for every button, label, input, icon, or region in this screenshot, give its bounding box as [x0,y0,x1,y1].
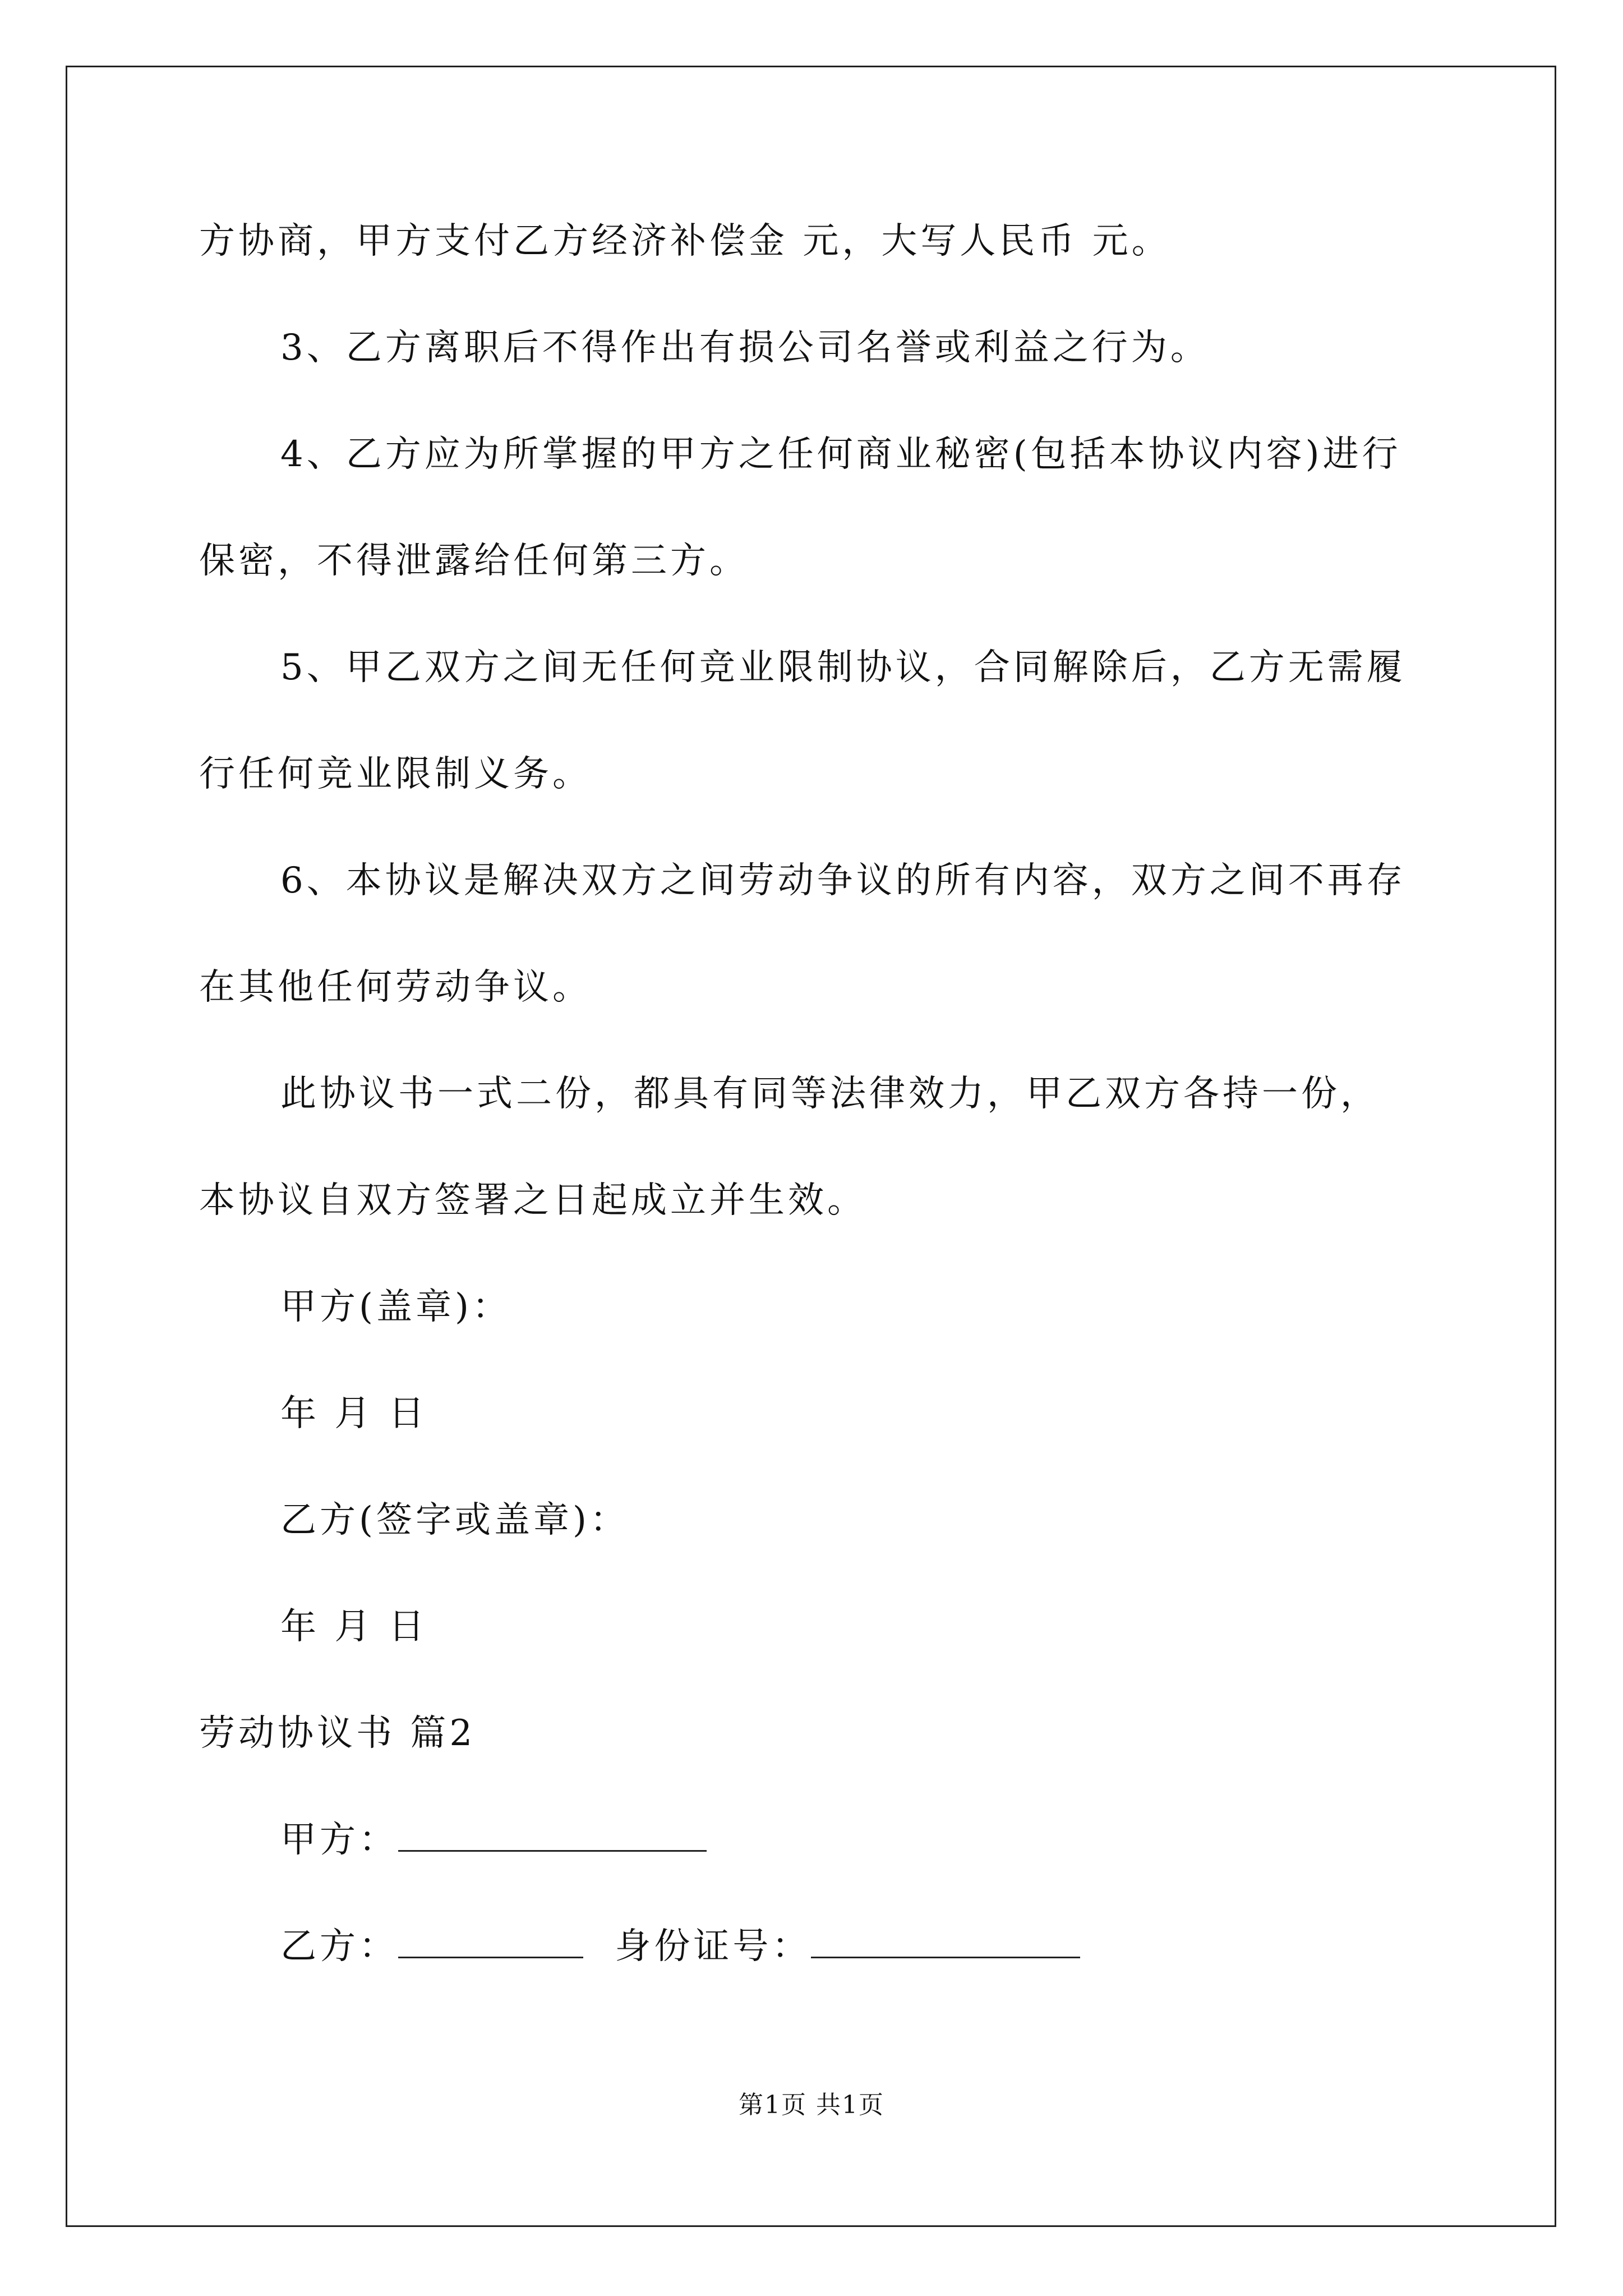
party-a-date: 年 月 日 [280,1393,428,1434]
party-a-label: 甲方： [280,1819,398,1861]
party-b-sign-label: 乙方(签字或盖章)： [280,1499,629,1541]
party-b-label: 乙方： [280,1926,398,1967]
page-footer: 第1页 共1页 [739,2091,884,2119]
id-number-blank [811,1924,1080,1958]
clause-5: 5、甲乙双方之间无任何竞业限制协议，合同解除后，乙方无需履 [280,647,1406,688]
paragraph-line: 方协商，甲方支付乙方经济补偿金 元，大写人民币 元。 [199,220,1171,262]
clause-4: 4、乙方应为所掌握的甲方之任何商业秘密(包括本协议内容)进行 [280,434,1401,475]
clause-3: 3、乙方离职后不得作出有损公司名誉或利益之行为。 [280,327,1210,369]
party-a-blank [398,1818,707,1852]
id-number-label: 身份证号： [615,1926,811,1967]
copies-paragraph: 此协议书一式二份，都具有同等法律效力，甲乙双方各持一份， [280,1073,1380,1115]
clause-6: 6、本协议是解决双方之间劳动争议的所有内容，双方之间不再存 [280,860,1406,901]
section-heading: 劳动协议书 篇2 [199,1713,476,1754]
page-border [66,66,1556,2227]
paragraph-line: 保密，不得泄露给任何第三方。 [199,540,749,582]
paragraph-line: 在其他任何劳动争议。 [199,967,592,1008]
party-a-seal-label: 甲方(盖章)： [280,1286,511,1328]
party-a-row [280,1818,707,1862]
paragraph-line: 本协议自双方签署之日起成立并生效。 [199,1180,866,1221]
paragraph-line: 行任何竞业限制义务。 [199,753,592,795]
party-b-row [280,1924,1080,1969]
party-b-date: 年 月 日 [280,1606,428,1648]
party-b-blank [398,1924,583,1958]
